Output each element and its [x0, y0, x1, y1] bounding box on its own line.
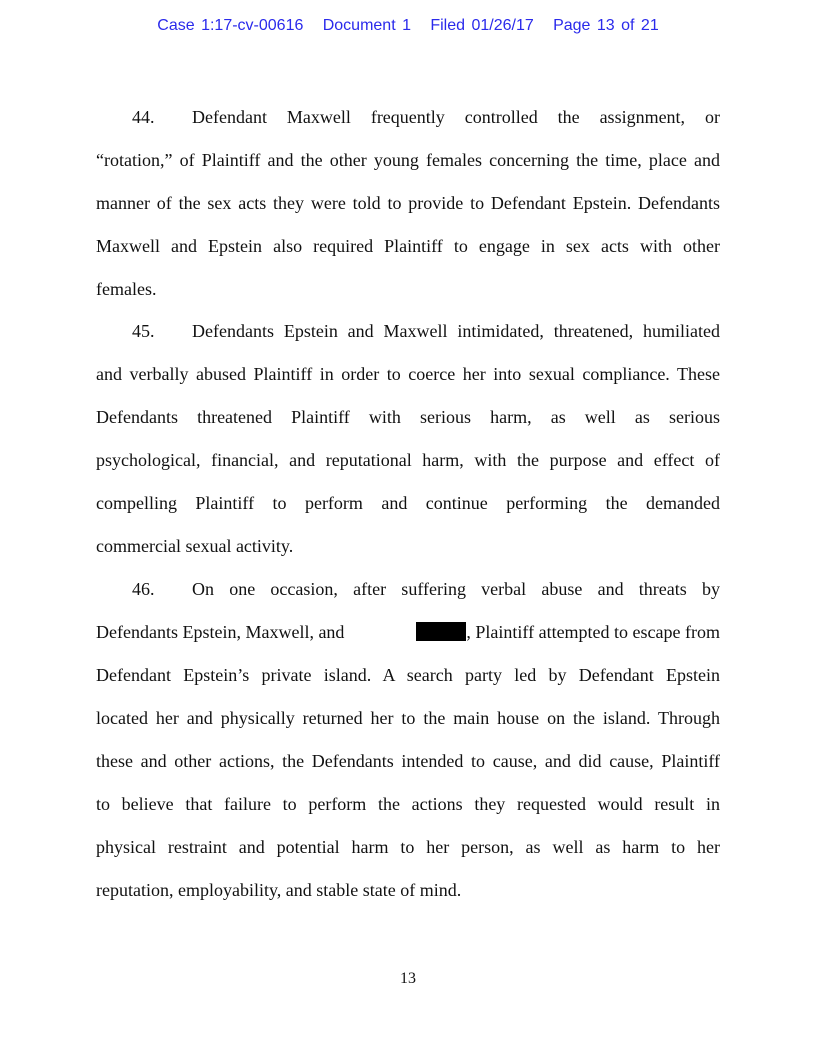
paragraph-line: reputation, employability, and stable state of mind. — [96, 880, 462, 900]
paragraph-number: 46. — [132, 579, 155, 599]
paragraph-number: 44. — [132, 107, 155, 127]
paragraph-line: 44. Defendant Maxwell frequently controlled the assignment, or — [96, 96, 720, 139]
case-number: Case 1:17-cv-00616 — [157, 17, 304, 34]
paragraph-line: Defendants threatened Plaintiff with serious harm, as well as serious — [96, 407, 720, 427]
paragraph-46 — [96, 568, 720, 912]
paragraph-45 — [96, 310, 720, 568]
paragraph-line: “rotation,” of Plaintiff and the other young females concerning the time, place and — [96, 150, 720, 170]
paragraph-number: 45. — [132, 321, 155, 341]
filed-date: Filed 01/26/17 — [430, 17, 534, 34]
paragraph-line: and verbally abused Plaintiff in order to coerce her into sexual compliance. These — [96, 364, 720, 384]
page-number: 13 — [400, 970, 416, 987]
paragraph-line: 46. On one occasion, after suffering verbal abuse and threats by — [96, 568, 720, 611]
paragraph-line: to believe that failure to perform the actions they requested would result in — [96, 794, 720, 814]
document-number: Document 1 — [322, 17, 411, 34]
paragraph-line: Defendants Epstein, Maxwell, and , Plaintiff attempted to escape from — [96, 622, 720, 642]
paragraph-44 — [96, 96, 720, 311]
paragraph-line: 45. Defendants Epstein and Maxwell intimidated, threatened, humiliated — [96, 310, 720, 353]
paragraph-line: psychological, financial, and reputational harm, with the purpose and effect of — [96, 450, 720, 470]
paragraph-line: manner of the sex acts they were told to provide to Defendant Epstein. Defendants — [96, 193, 720, 213]
paragraph-line: located her and physically returned her to the main house on the island. Through — [96, 708, 720, 728]
paragraph-line: commercial sexual activity. — [96, 536, 294, 556]
page-indicator: Page 13 of 21 — [553, 17, 659, 34]
paragraph-line: Defendant Epstein’s private island. A search party led by Defendant Epstein — [96, 665, 720, 685]
paragraph-line: females. — [96, 279, 157, 299]
case-header — [0, 17, 816, 35]
paragraph-line: these and other actions, the Defendants intended to cause, and did cause, Plaintiff — [96, 751, 720, 771]
paragraph-line: physical restraint and potential harm to her person, as well as harm to her — [96, 837, 720, 857]
paragraph-line: compelling Plaintiff to perform and continue performing the demanded — [96, 493, 720, 513]
paragraph-line: Maxwell and Epstein also required Plaintiff to engage in sex acts with other — [96, 236, 720, 256]
redaction-box — [416, 622, 466, 641]
